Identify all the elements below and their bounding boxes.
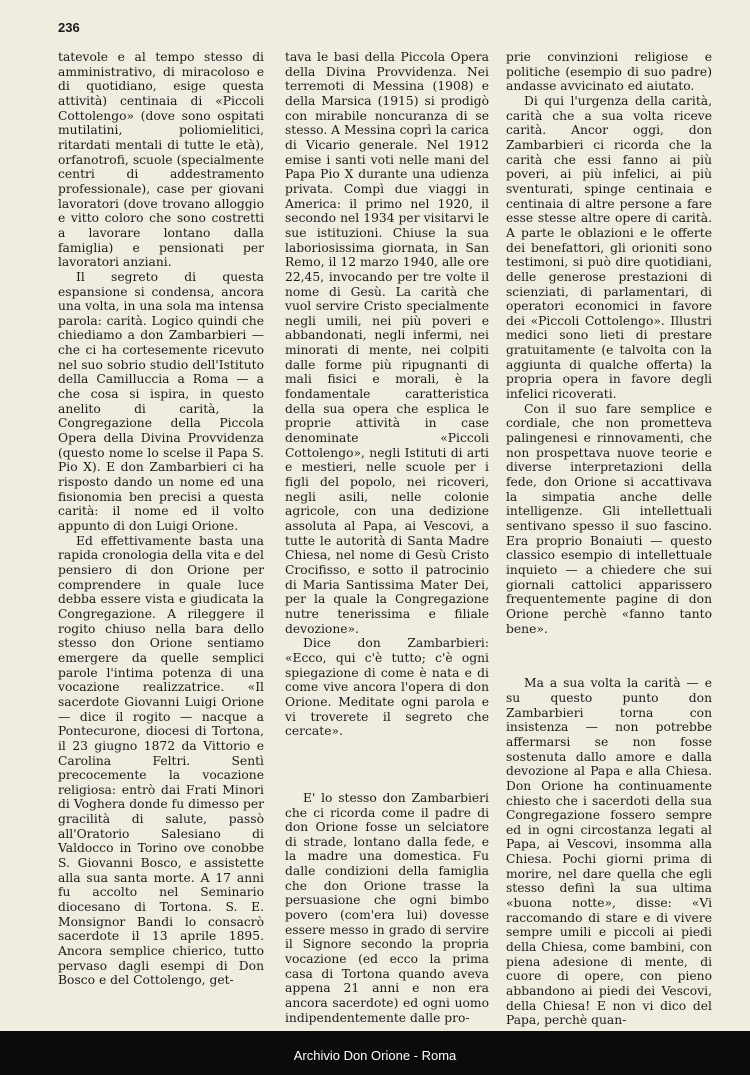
- text-column-1: [58, 50, 264, 988]
- text-column-2: [285, 50, 489, 1025]
- paragraph: E' lo stesso don Zambarbieri che ci ricorda come il padre di don Orione fosse un selciatore di strade, lontano dalla fede, e la madre una domestica. Fu dalle condizioni della famiglia che don Orione trasse la persuasione che ogni bimbo povero (com'era lui) dovesse essere messo in grado di servire il Signore secondo la propria vocazione (ed ecco la prima casa di Tortona quando aveva appena 21 anni e non era ancora sacerdote) ed ogni uomo indipendentemente dalle pro-: [285, 790, 489, 1025]
- paragraph: Ed effettivamente basta una rapida cronologia della vita e del pensiero di don Orione per comprendere in quale luce debba essere vista e giudicata la Congregazione. A rileggere il rogito chiuso nella bara dello stesso don Orione sentiamo emergere da quelle semplici parole l'intima potenza di una vocazione realizzatrice. «Il sacerdote Giovanni Luigi Orione — dice il rogito — nacque a Pontecurone, diocesi di Tortona, il 23 giugno 1872 da Vittorio e Carolina Feltri. Sentì precocemente la vocazione religiosa: entrò dai Frati Minori di Voghera donde fu dimesso per gracilità di salute, passò all'Oratorio Salesiano di Valdocco in Torino ove conobbe S. Giovanni Bosco, e assistette alla sua santa morte. A 17 anni fu accolto nel Seminario diocesano di Tortona. S. E. Monsignor Bandi lo consacrò sacerdote il 13 aprile 1895. Ancora semplice chierico, tutto pervaso dagli esempi di Don Bosco e del Cottolengo, get-: [58, 533, 264, 988]
- paragraph: Di qui l'urgenza della carità, carità che a sua volta riceve carità. Ancor oggi, don Zambarbieri ci ricorda che la carità che essi fanno ai più poveri, ai più infelici, ai più sventurati, spinge centinaia e centinaia di altre persone a fare esse stesse altre opere di carità. A parte le oblazioni e le offerte dei benefattori, gli orioniti sono testimoni, si può dire quotidiani, delle generose prestazioni di scienziati, di parlamentari, di operatori economici in favore dei «Piccoli Cottolengo». Illustri medici sono lieti di prestare gratuitamente (e talvolta con la aggiunta di qualche offerta) la propria opera in favore degli infelici ricoverati.: [506, 93, 712, 402]
- page-number: 236: [58, 20, 80, 35]
- paragraph: prie convinzioni religiose e politiche (esempio di suo padre) andasse avvicinato ed aiutato.: [506, 50, 712, 94]
- paragraph: tatevole e al tempo stesso di amministrativo, di miracoloso e di quotidiano, esige questa attività) centinaia di «Piccoli Cottolengo» (dove sono ospitati mutilatini, poliomielitici, ritardati mentali di tutte le età), orfanotrofi, scuole (specialmente centri di addestramento professionale), case per giovani lavoratori (dove trovano alloggio e vitto coloro che sono costretti a lavorare lontano dalla famiglia) e pensionati per lavoratori anziani.: [58, 50, 264, 270]
- text-column-3: [506, 50, 712, 1028]
- paragraph: Ma a sua volta la carità — e su questo punto don Zambarbieri torna con insistenza — non potrebbe affermarsi se non fosse sostenuta dallo amore e dalla devozione al Papa e alla Chiesa. Don Orione ha continuamente chiesto che i sacerdoti della sua Congregazione fossero sempre ed in ogni circostanza legati al Papa, ai Vescovi, insomma alla Chiesa. Pochi giorni prima di morire, nel dare quella che egli stesso definì la sua ultima «buona notte», disse: «Vi raccomando di stare e di vivere sempre umili e piccoli ai piedi della Chiesa, come bambini, con piena adesione di mente, di cuore di opere, con pieno abbandono ai piedi dei Vescovi, della Chiesa! E non vi dico del Papa, perchè quan-: [506, 676, 712, 1028]
- paragraph: Dice don Zambarbieri: «Ecco, qui c'è tutto; c'è ogni spiegazione di come è nata e di come vive ancora l'opera di don Orione. Meditate ogni parola e vi troverete il segreto che cercate».: [285, 636, 489, 739]
- paragraph: Il segreto di questa espansione si condensa, ancora una volta, in una sola ma intensa parola: carità. Logico quindi che chiediamo a don Zambarbieri — che ci ha cortesemente ricevuto nel suo sobrio studio dell'Istituto della Camilluccia a Roma — a che cosa si ispira, in questo anelito di carità, la Congregazione della Piccola Opera della Divina Provvidenza (questo nome lo scelse il Papa S. Pio X). E don Zambarbieri ci ha risposto dando un nome ed una fisionomia ben precisi a questa carità: il nome ed il volto appunto di don Luigi Orione.: [58, 269, 264, 533]
- paragraph: Con il suo fare semplice e cordiale, che non prometteva palingenesi e rinnovamenti, che non prospettava nuove teorie e diverse interpretazioni della fede, don Orione si accattivava la simpatia anche delle intelligenze. Gli intellettuali sentivano spesso il suo fascino. Era proprio Bonaiuti — questo classico esempio di intellettuale inquieto — a chiedere che sui giornali cattolici apparissero frequentemente pagine di don Orione perchè «fanno tanto bene».: [506, 401, 712, 636]
- section-gap: [506, 636, 712, 676]
- section-gap: [285, 739, 489, 791]
- paragraph: tava le basi della Piccola Opera della Divina Provvidenza. Nei terremoti di Messina (1908) e della Marsica (1915) si prodigò con mirabile noncuranza di se stesso. A Messina coprì la carica di Vicario generale. Nel 1912 emise i santi voti nelle mani del Papa Pio X durante una udienza privata. Compì due viaggi in America: il primo nel 1920, il secondo nel 1934 per visitarvi le sue istituzioni. Chiuse la sua laboriosissima giornata, in San Remo, il 12 marzo 1940, alle ore 22,45, invocando per tre volte il nome di Gesù. La carità che vuol servire Cristo specialmente negli umili, nei più poveri e abbandonati, negli infermi, nei minorati di mente, nei colpiti dalle forme più ripugnanti di mali fisici e morali, è la fondamentale caratteristica della sua opera che esplica le proprie attività in case denominate «Piccoli Cottolengo», negli Istituti di arti e mestieri, nelle scuole per i figli del popolo, nei ricoveri, negli asili, nelle colonie agricole, con una dedizione assoluta al Papa, ai Vescovi, a tutte le autorità di Santa Madre Chiesa, nel nome di Gesù Cristo Crocifisso, e sotto il patrocinio di Maria Santissima Mater Dei, per la quale la Congregazione nutre tenerissima e filiale devozione».: [285, 50, 489, 636]
- archive-footer: Archivio Don Orione - Roma: [293, 1048, 457, 1063]
